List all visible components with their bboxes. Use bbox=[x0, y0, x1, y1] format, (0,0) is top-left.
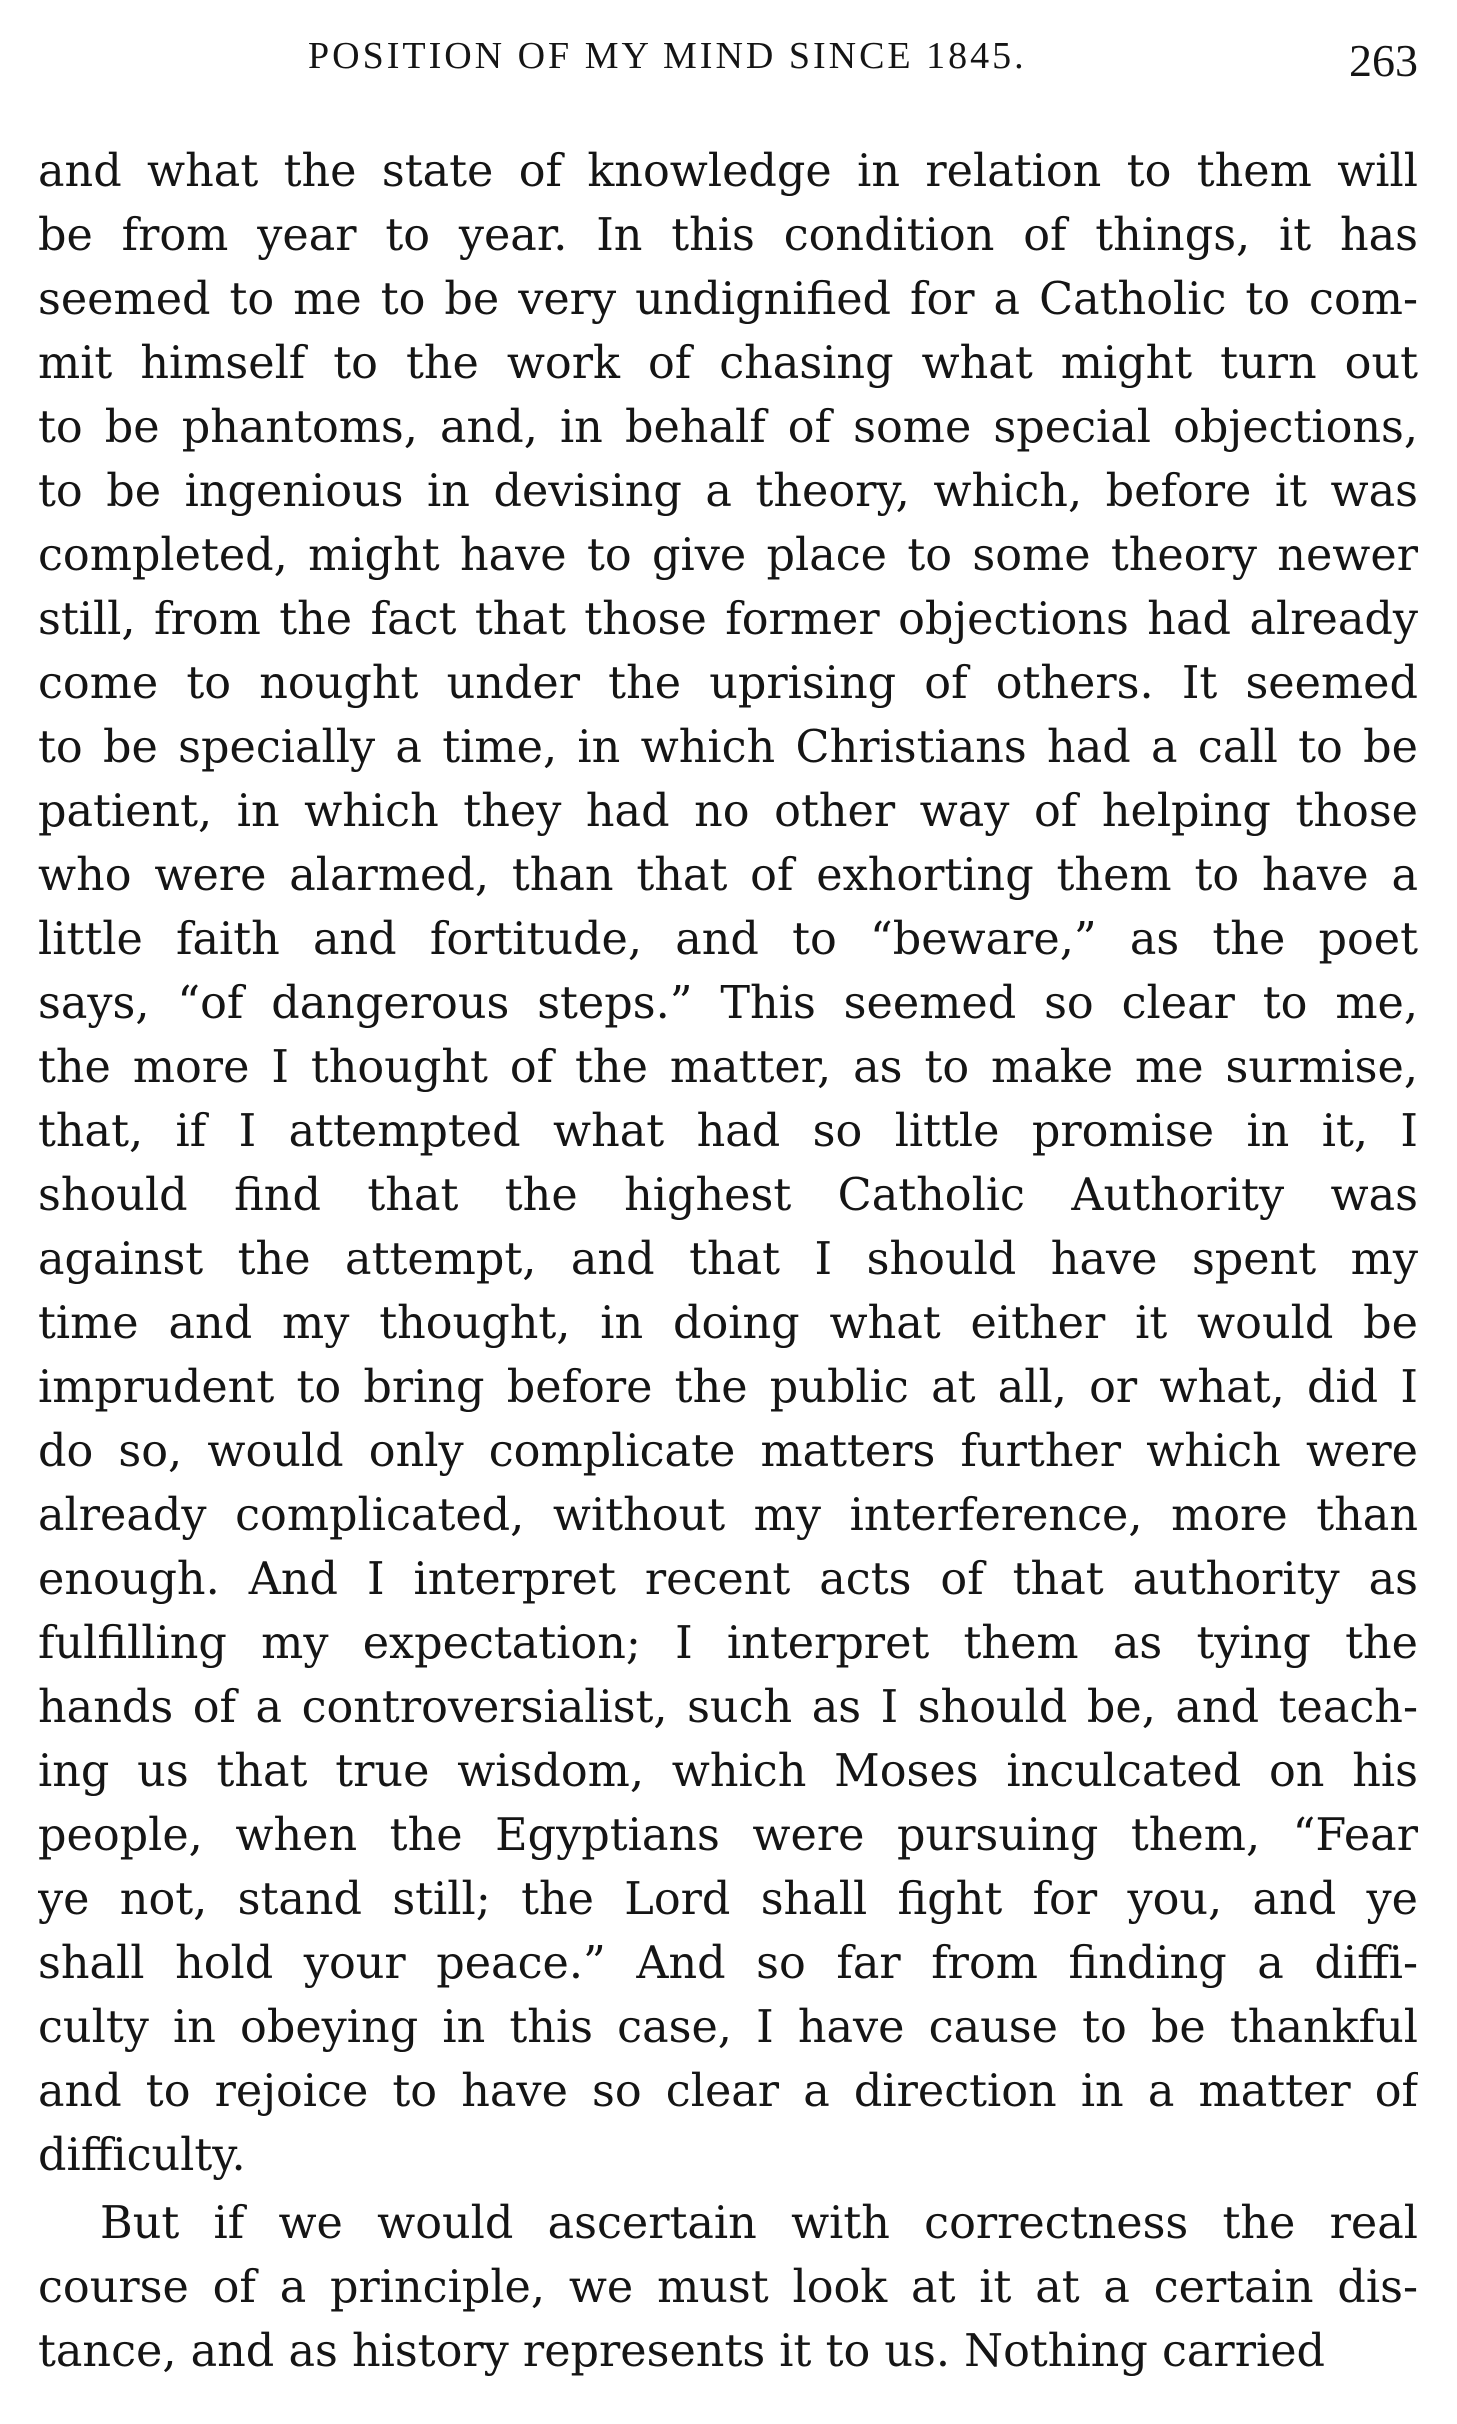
body-text bbox=[38, 140, 1418, 2384]
text-line: come to nought under the uprising of others. It seemed bbox=[38, 658, 1418, 709]
text-line: tance, and as history represents it to us. Nothing carried bbox=[38, 2326, 1326, 2377]
text-line: mit himself to the work of chasing what might turn out bbox=[38, 338, 1418, 389]
text-line: hands of a controversialist, such as I should be, and teach- bbox=[38, 1682, 1418, 1733]
text-line: people, when the Egyptians were pursuing them, “Fear bbox=[38, 1810, 1418, 1861]
text-line: imprudent to bring before the public at all, or what, did I bbox=[38, 1362, 1418, 1413]
text-line: do so, would only complicate matters further which were bbox=[38, 1426, 1418, 1477]
text-line: who were alarmed, than that of exhorting them to have a bbox=[38, 850, 1418, 901]
text-line: to be phantoms, and, in behalf of some special objections, bbox=[38, 402, 1418, 453]
text-line: completed, might have to give place to some theory newer bbox=[38, 530, 1418, 581]
text-line: should find that the highest Catholic Authority was bbox=[38, 1170, 1418, 1221]
text-line: be from year to year. In this condition of things, it has bbox=[38, 210, 1418, 261]
text-line: ye not, stand still; the Lord shall fight for you, and ye bbox=[38, 1874, 1418, 1925]
page-number: 263 bbox=[1349, 35, 1418, 86]
text-line: says, “of dangerous steps.” This seemed so clear to me, bbox=[38, 978, 1418, 1029]
text-line: and to rejoice to have so clear a direction in a matter of bbox=[38, 2066, 1418, 2117]
running-head bbox=[38, 34, 1418, 104]
paragraph bbox=[38, 2192, 1418, 2384]
text-line: culty in obeying in this case, I have cause to be thankful bbox=[38, 2002, 1418, 2053]
text-line: to be specially a time, in which Christians had a call to be bbox=[38, 722, 1418, 773]
text-line: still, from the fact that those former objections had already bbox=[38, 594, 1418, 645]
paragraph bbox=[38, 140, 1418, 2188]
text-line: already complicated, without my interference, more than bbox=[38, 1490, 1418, 1541]
book-page bbox=[38, 0, 1418, 2424]
text-line: difficulty. bbox=[38, 2130, 246, 2181]
text-line: enough. And I interpret recent acts of that authority as bbox=[38, 1554, 1418, 1605]
text-line: to be ingenious in devising a theory, which, before it was bbox=[38, 466, 1418, 517]
text-line: course of a principle, we must look at it at a certain dis- bbox=[38, 2262, 1418, 2313]
text-line: But if we would ascertain with correctness the real bbox=[100, 2198, 1418, 2249]
text-line: time and my thought, in doing what either it would be bbox=[38, 1298, 1418, 1349]
text-line: against the attempt, and that I should have spent my bbox=[38, 1234, 1418, 1285]
text-line: shall hold your peace.” And so far from finding a diffi- bbox=[38, 1938, 1418, 1989]
text-line: patient, in which they had no other way of helping those bbox=[38, 786, 1418, 837]
text-line: little faith and fortitude, and to “beware,” as the poet bbox=[38, 914, 1418, 965]
text-line: that, if I attempted what had so little promise in it, I bbox=[38, 1106, 1418, 1157]
text-line: the more I thought of the matter, as to make me surmise, bbox=[38, 1042, 1418, 1093]
running-title: POSITION OF MY MIND SINCE 1845. bbox=[308, 35, 1027, 77]
text-line: ing us that true wisdom, which Moses inculcated on his bbox=[38, 1746, 1418, 1797]
text-line: and what the state of knowledge in relation to them will bbox=[38, 146, 1418, 197]
text-line: seemed to me to be very undignified for a Catholic to com- bbox=[38, 274, 1418, 325]
text-line: fulfilling my expectation; I interpret them as tying the bbox=[38, 1618, 1418, 1669]
